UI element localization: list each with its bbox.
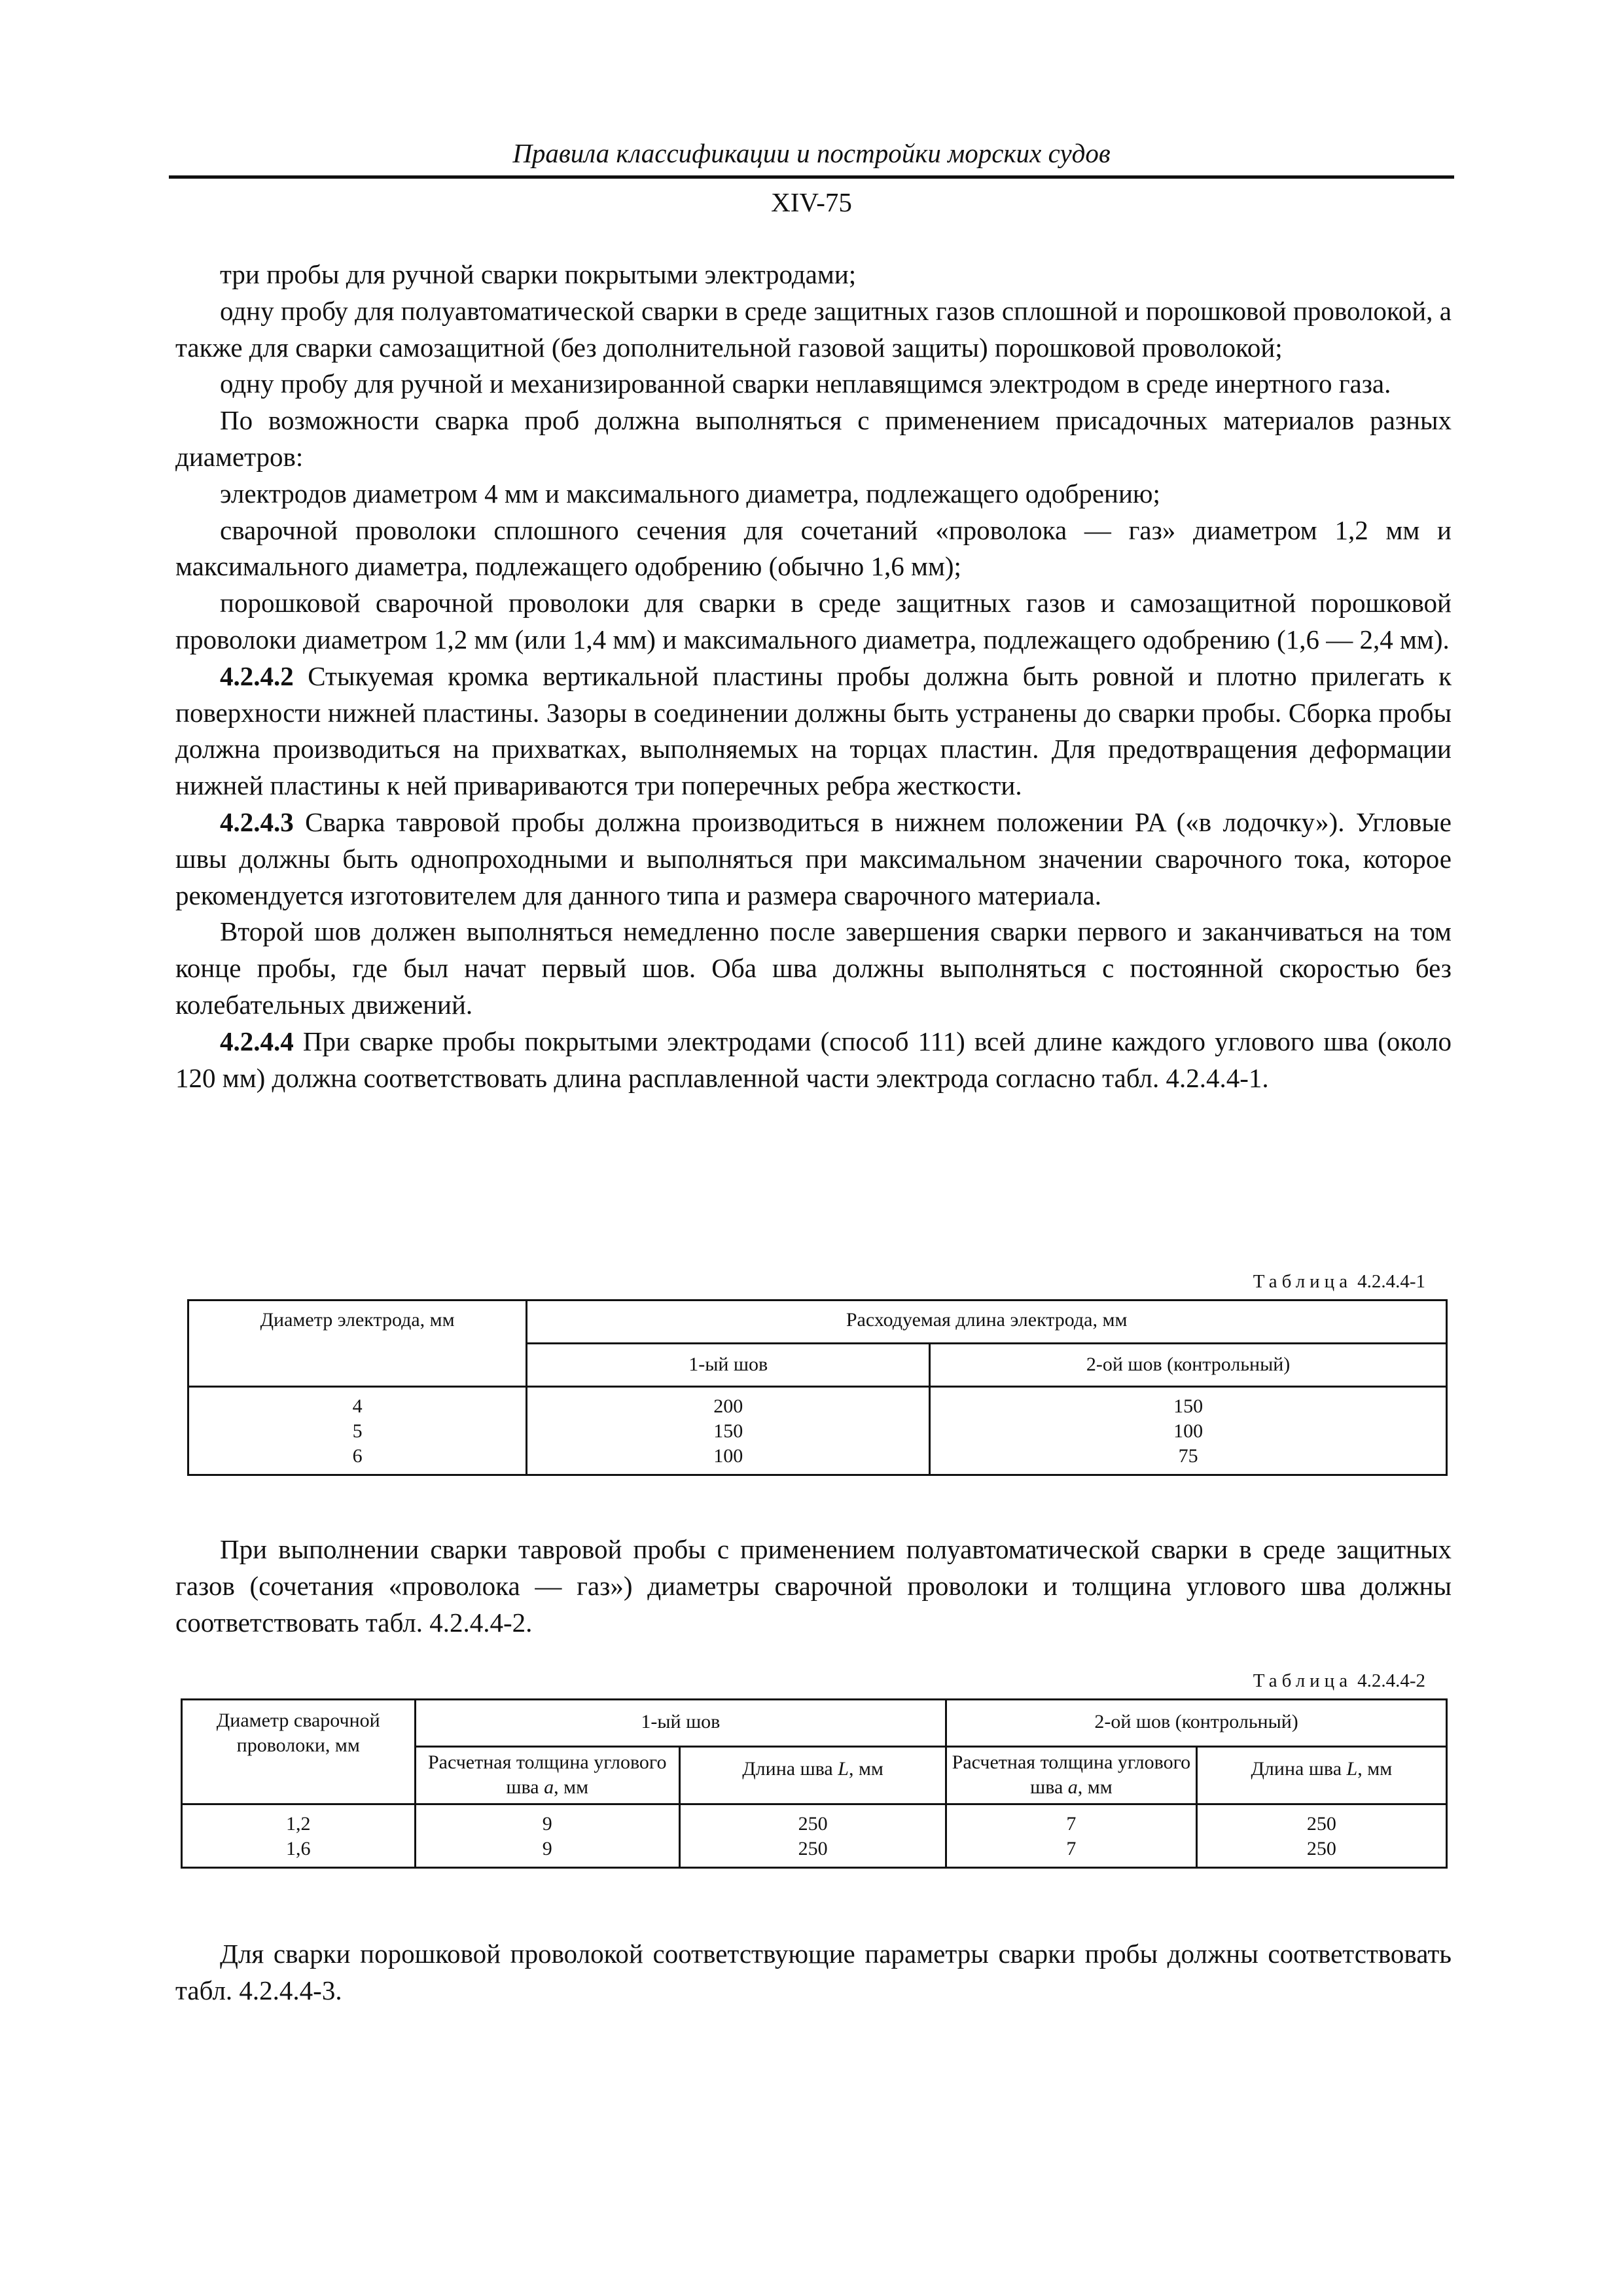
header-rule (169, 175, 1454, 179)
paragraph-text: При сварке пробы покрытыми электродами (способ 111) всей длине каждого углового шва (около 120 мм) должна соответствовать длина расплавленной части электрода согласно табл. 4.2.4.4-1. (175, 1026, 1452, 1093)
thickness-label: Расчетная толщина углового шва (952, 1751, 1191, 1798)
length-unit: , мм (1357, 1758, 1393, 1780)
caption-number: 4.2.4.4-2 (1357, 1670, 1425, 1691)
cell: 100 (1173, 1420, 1204, 1442)
cell: 9 (542, 1838, 552, 1859)
cell: 100 (713, 1445, 743, 1467)
page-number: XIV-75 (771, 187, 852, 217)
thickness-symbol: a (1067, 1776, 1078, 1798)
length-unit: , мм (848, 1758, 883, 1780)
length-symbol: L (838, 1758, 849, 1780)
length-label: Длина шва (742, 1758, 833, 1780)
paragraph-4-2-4-4 (175, 1024, 1452, 1097)
cell: 7 (1066, 1813, 1077, 1835)
cell: 250 (798, 1838, 828, 1859)
diameter-values (188, 1387, 527, 1475)
paragraph-text: Сварка тавровой пробы должна производиться в нижнем положении PA («в лодочку»). Угловые швы должны быть однопроходными и выполняться при максимальном значении сварочного тока, которое рекомендуется изготовителем для данного типа и размера сварочного материала. (175, 806, 1452, 910)
thickness-label: Расчетная толщина углового шва (427, 1751, 667, 1798)
thickness-unit: , мм (554, 1776, 589, 1798)
paragraph: три пробы для ручной сварки покрытыми электродами; (220, 259, 857, 289)
cell: 9 (542, 1813, 552, 1835)
paragraph: электродов диаметром 4 мм и максимального диаметра, подлежащего одобрению; (220, 478, 1160, 509)
second-seam-values (930, 1387, 1447, 1475)
thickness-unit: , мм (1077, 1776, 1113, 1798)
caption-label: Таблица (1253, 1670, 1353, 1691)
col-header-electrode-diameter: Диаметр электрода, мм (188, 1300, 527, 1387)
section-number: 4.2.4.4 (220, 1026, 294, 1056)
cell: 250 (1306, 1813, 1336, 1835)
col-header-consumed-length: Расходуемая длина электрода, мм (527, 1300, 1447, 1344)
col-header-length-2 (1196, 1747, 1446, 1804)
cell: 1,2 (286, 1813, 311, 1835)
paragraph: сварочной проволоки сплошного сечения для сочетаний «проволока — газ» диаметром 1,2 мм и максимального диаметра, подлежащего одобрению (обычно 1,6 мм); (175, 514, 1452, 582)
cell: 1,6 (286, 1838, 311, 1859)
paragraph-4-2-4-3 (175, 804, 1452, 914)
cell: 250 (798, 1813, 828, 1835)
wire-diameter-values (182, 1804, 416, 1868)
cell: 4 (352, 1395, 363, 1417)
length-2-values (1196, 1804, 1446, 1868)
length-label: Длина шва (1251, 1758, 1342, 1780)
thickness-2-values (946, 1804, 1196, 1868)
first-seam-values (527, 1387, 930, 1475)
col-header-second-seam: 2-ой шов (контрольный) (930, 1344, 1447, 1387)
section-number: 4.2.4.2 (220, 660, 294, 691)
paragraph: одну пробу для полуавтоматической сварки в среде защитных газов сплошной и порошковой проволокой, а также для сварки самозащитной (без дополнительной газовой защиты) порошковой проволокой; (175, 295, 1452, 363)
length-1-values (679, 1804, 946, 1868)
col-header-first-seam: 1-ый шов (415, 1700, 946, 1747)
cell: 5 (352, 1420, 363, 1442)
table-1-caption (1253, 1270, 1425, 1293)
paragraph: Второй шов должен выполняться немедленно после завершения сварки первого и заканчиваться на том конце пробы, где был начат первый шов. Оба шва должны выполняться с постоянной скоростью без колебательных движений. (175, 916, 1452, 1020)
caption-label: Таблица (1253, 1271, 1353, 1292)
cell: 250 (1306, 1838, 1336, 1859)
running-header: Правила классификации и постройки морских судов (512, 138, 1111, 168)
table-2-caption (1253, 1669, 1425, 1693)
cell: 7 (1066, 1838, 1077, 1859)
body-text (175, 257, 1452, 1096)
paragraph-mid (175, 1532, 1452, 1641)
col-header-wire-diameter: Диаметр сварочной проволоки, мм (182, 1700, 416, 1804)
col-header-length-1 (679, 1747, 946, 1804)
thickness-1-values (415, 1804, 679, 1868)
thickness-symbol: a (544, 1776, 554, 1798)
cell: 6 (352, 1445, 363, 1467)
cell: 75 (1178, 1445, 1198, 1467)
electrode-length-table (187, 1299, 1448, 1476)
col-header-second-seam: 2-ой шов (контрольный) (946, 1700, 1447, 1747)
wire-diameter-table (181, 1698, 1448, 1869)
cell: 150 (1173, 1395, 1204, 1417)
cell: 150 (713, 1420, 743, 1442)
col-header-first-seam: 1-ый шов (527, 1344, 930, 1387)
paragraph-text: Стыкуемая кромка вертикальной пластины пробы должна быть ровной и плотно прилегать к поверхности нижней пластины. Зазоры в соединении должны быть устранены до сварки пробы. Сборка пробы должна производиться на прихватках, выполняемых на торцах пластин. Для предотвращения деформации нижней пластины к ней привариваются три поперечных ребра жесткости. (175, 660, 1452, 801)
length-symbol: L (1346, 1758, 1358, 1780)
cell: 200 (713, 1395, 743, 1417)
col-header-thickness-2 (946, 1747, 1196, 1804)
paragraph: одну пробу для ручной и механизированной сварки неплавящимся электродом в среде инертного газа. (220, 368, 1391, 399)
col-header-thickness-1 (415, 1747, 679, 1804)
paragraph-end (175, 1936, 1452, 2009)
paragraph-4-2-4-2 (175, 658, 1452, 804)
caption-number: 4.2.4.4-1 (1357, 1271, 1425, 1292)
paragraph: По возможности сварка проб должна выполняться с применением присадочных материалов разных диаметров: (175, 405, 1452, 472)
paragraph: порошковой сварочной проволоки для сварки в среде защитных газов и самозащитной порошковой проволоки диаметром 1,2 мм (или 1,4 мм) и максимального диаметра, подлежащего одобрению (1,6 — 2,4 мм). (175, 588, 1452, 655)
paragraph: При выполнении сварки тавровой пробы с применением полуавтоматической сварки в среде защитных газов (сочетания «проволока — газ») диаметры сварочной проволоки и толщина углового шва должны соответствовать табл. 4.2.4.4-2. (175, 1534, 1452, 1638)
section-number: 4.2.4.3 (220, 806, 294, 837)
paragraph: Для сварки порошковой проволокой соответствующие параметры сварки пробы должны соответствовать табл. 4.2.4.4-3. (175, 1939, 1452, 2005)
